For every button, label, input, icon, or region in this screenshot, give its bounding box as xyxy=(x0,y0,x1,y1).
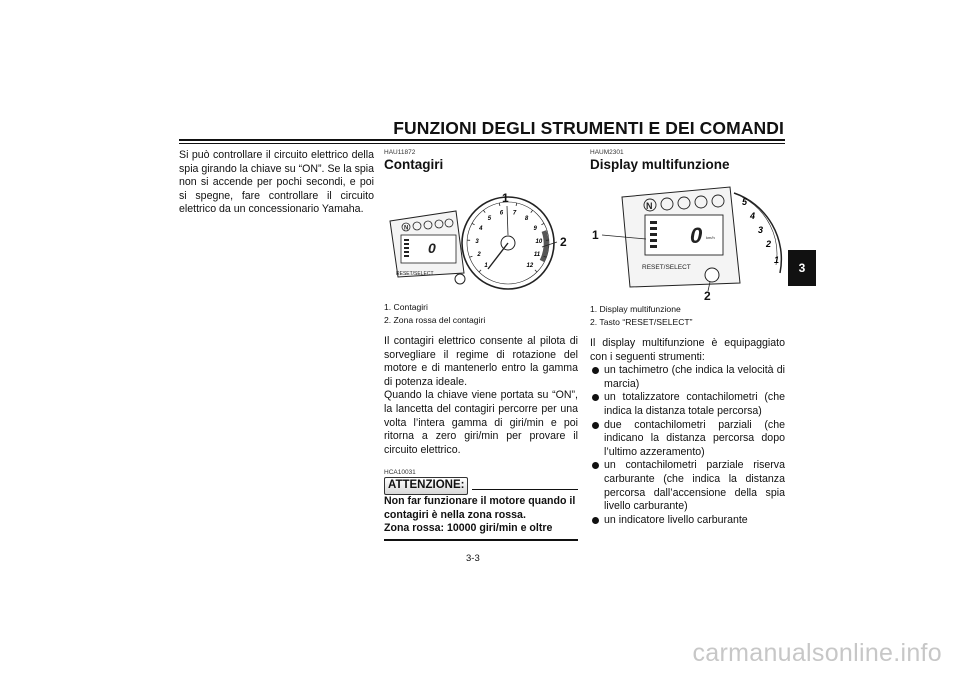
bullet-icon xyxy=(592,517,599,524)
column-2 xyxy=(384,149,578,541)
tacho-reset-button-label: RESET/SELECT xyxy=(396,271,434,277)
caption-1: 1. Display multifunzione xyxy=(590,304,681,314)
dial-number: 2 xyxy=(766,239,772,249)
page-number: 3-3 xyxy=(466,553,480,564)
caption-2: 2. Tasto “RESET/SELECT” xyxy=(590,316,693,327)
display-feature-list xyxy=(590,364,785,527)
section-code-tachometer: HAU11872 xyxy=(384,149,416,156)
dial-number: 7 xyxy=(512,210,517,217)
tachometer-illustration xyxy=(384,181,578,299)
attention-header xyxy=(384,477,578,495)
dial-number: 3 xyxy=(475,238,479,245)
tachometer-paragraph-1: Il contagiri elettrico consente al pilota di sorvegliare il regime di rotazione del motore e di mantenerlo entro la gamma di potenza ideale. xyxy=(384,335,578,388)
section-code-display: HAUM2301 xyxy=(590,149,624,156)
attention-label: ATTENZIONE: xyxy=(384,477,468,495)
list-item: un contachilometri parziale riserva carburante (che indica la distanza percorsa dall’accensione della spia livello carburante) xyxy=(604,459,785,513)
display-reset-button-label: RESET/SELECT xyxy=(642,264,691,271)
section-title-tachometer: Contagiri xyxy=(384,157,444,172)
tacho-callout-2: 2 xyxy=(560,235,567,249)
dial-number: 1 xyxy=(484,262,488,269)
tachometer-captions xyxy=(384,301,578,326)
dial-number: 5 xyxy=(742,197,748,207)
dial-number: 3 xyxy=(758,225,764,235)
tacho-lcd-digit: 0 xyxy=(428,240,436,256)
attention-rule xyxy=(472,489,578,490)
dial-number: 2 xyxy=(477,251,481,258)
list-item: un totalizzatore contachilometri (che indica la distanza totale percorsa) xyxy=(604,391,785,418)
chapter-tab: 3 xyxy=(788,250,816,286)
svg-text:N: N xyxy=(404,225,409,232)
display-captions xyxy=(590,303,785,328)
attention-bottom-rule xyxy=(384,539,578,541)
section-title-display: Display multifunzione xyxy=(590,157,730,172)
column-3 xyxy=(590,149,785,527)
tachometer-figure xyxy=(384,181,578,299)
dial-number: 4 xyxy=(479,226,483,233)
multifunction-display-figure xyxy=(590,183,784,301)
dial-number: 1 xyxy=(774,255,780,265)
dial-number: 9 xyxy=(533,226,537,233)
tacho-callout-1: 1 xyxy=(502,191,509,205)
dial-number: 8 xyxy=(524,216,529,223)
bullet-icon xyxy=(592,394,599,401)
display-callout-2: 2 xyxy=(704,289,711,301)
display-intro: Il display multifunzione è equipaggiato con i seguenti strumenti: xyxy=(590,337,785,363)
bullet-icon xyxy=(592,422,599,429)
reset-select-button-icon xyxy=(705,268,719,282)
display-lcd-digit: 0 xyxy=(690,223,703,248)
tachometer-paragraph-2: Quando la chiave viene portata su “ON”, la lancetta del contagiri percorre per una volta l’intera gamma di giri/min e poi ritorna a zero giri/min per provare il circuito elettrico. xyxy=(384,389,578,456)
attention-line-1: Non far funzionare il motore quando il contagiri è nella zona rossa. xyxy=(384,494,576,521)
reset-select-button-icon xyxy=(455,274,465,284)
attention-line-2: Zona rossa: 10000 giri/min e oltre xyxy=(384,522,553,535)
svg-text:N: N xyxy=(646,201,653,211)
dial-number: 12 xyxy=(526,262,534,269)
header-rule-thick xyxy=(179,139,785,141)
dial-number: 6 xyxy=(499,210,504,217)
attention-code: HCA10031 xyxy=(384,469,416,477)
list-item: due contachilometri parziali (che indicano la distanza percorsa dopo l’ultimo azzeramento) xyxy=(604,419,785,460)
attention-box xyxy=(384,469,578,540)
list-item: un indicatore livello carburante xyxy=(604,514,785,528)
bullet-icon xyxy=(592,462,599,469)
bullet-icon xyxy=(592,367,599,374)
caption-2: 2. Zona rossa del contagiri xyxy=(384,314,486,325)
multifunction-display-illustration xyxy=(590,183,785,301)
display-callout-1: 1 xyxy=(592,228,599,242)
caption-1: 1. Contagiri xyxy=(384,302,428,312)
dial-number: 4 xyxy=(750,211,756,221)
dial-number: 5 xyxy=(487,216,492,223)
watermark: carmanualsonline.info xyxy=(692,639,942,667)
dial-number: 10 xyxy=(535,238,543,245)
display-speed-unit: km/h xyxy=(706,235,715,240)
header-rule-thin xyxy=(179,143,785,144)
page-header-title: FUNZIONI DEGLI STRUMENTI E DEI COMANDI xyxy=(393,118,784,138)
column-1 xyxy=(179,149,374,217)
col1-paragraph: Si può controllare il circuito elettrico della spia girando la chiave su “ON”. Se la spia non si accende per pochi secondi, e poi si spegne, fare controllare il circuito elettrico da un concessionario Yamaha. xyxy=(179,149,374,216)
list-item: un tachimetro (che indica la velocità di marcia) xyxy=(604,364,785,391)
dial-number: 11 xyxy=(533,251,541,258)
